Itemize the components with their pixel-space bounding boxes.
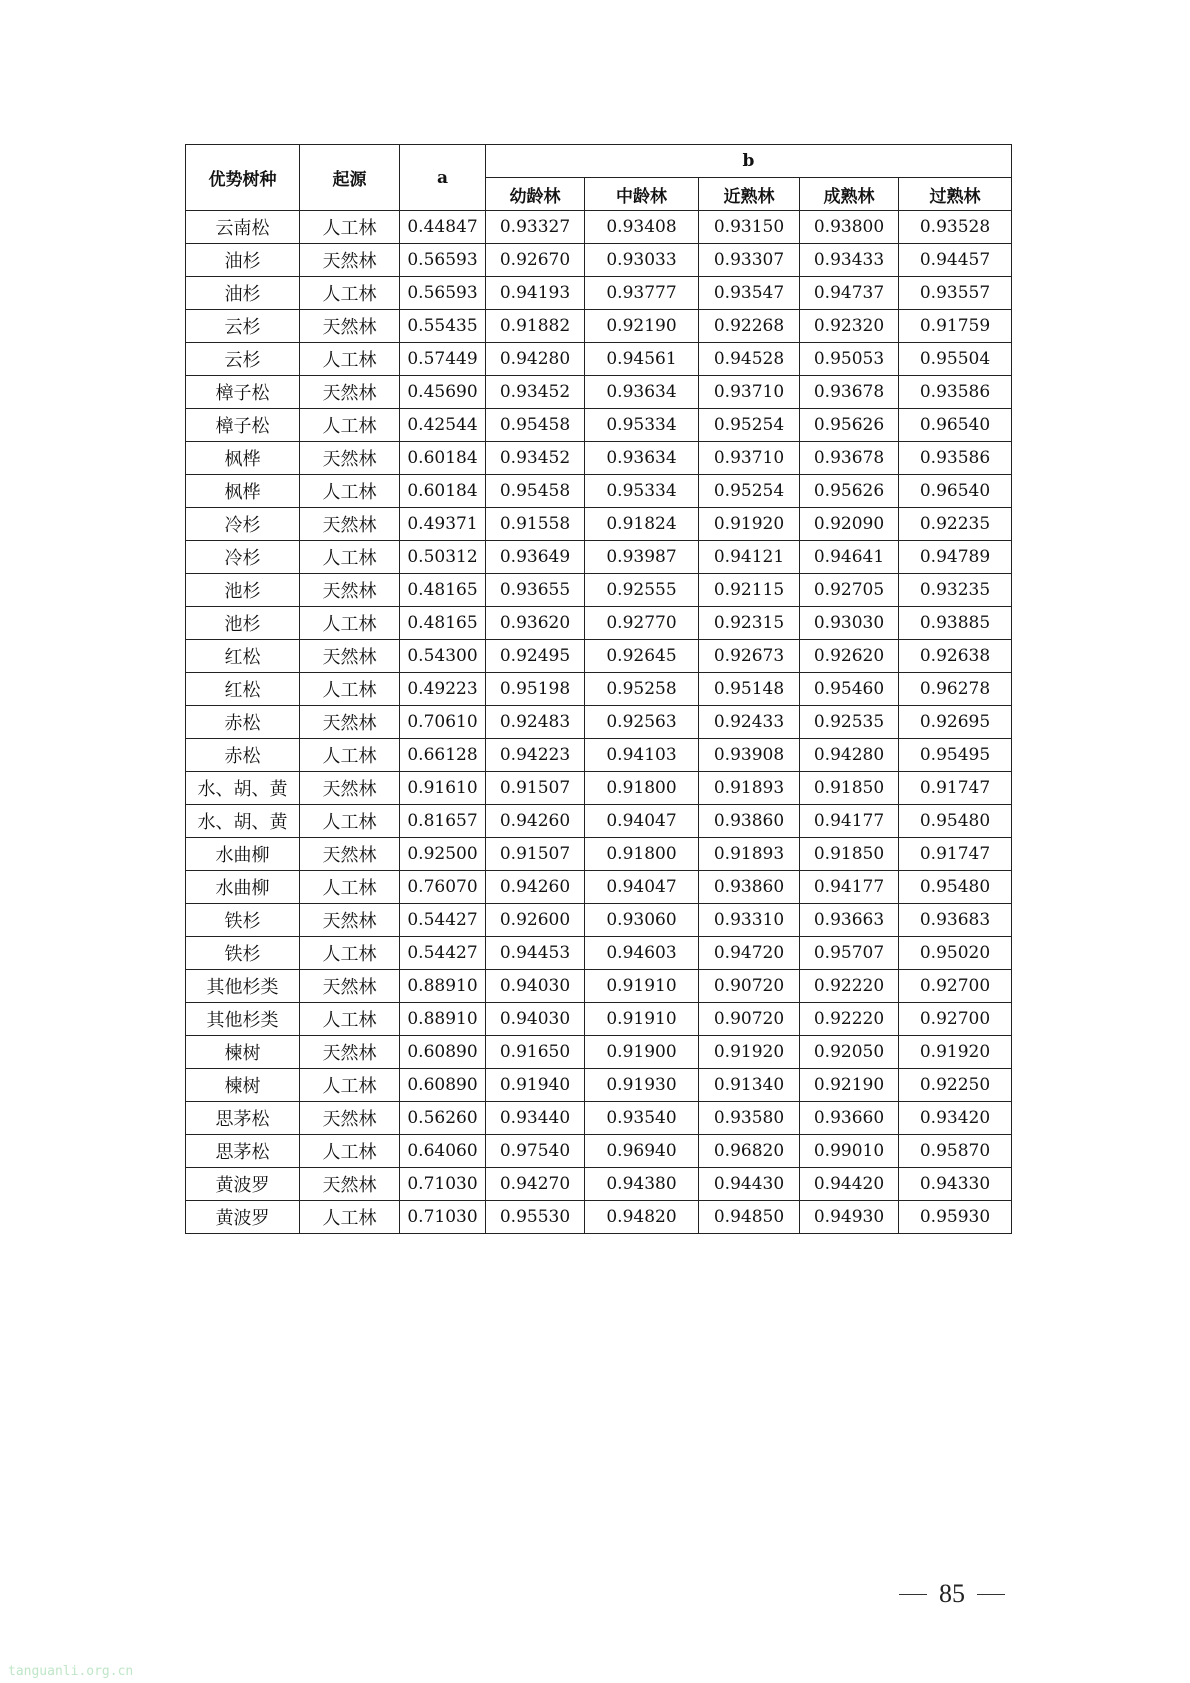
cell-b: 0.92495 <box>486 640 585 673</box>
cell-b: 0.91930 <box>585 1069 699 1102</box>
cell-b: 0.91882 <box>486 310 585 343</box>
cell-a: 0.56593 <box>400 244 486 277</box>
table-row <box>186 706 1012 739</box>
cell-b: 0.92433 <box>699 706 800 739</box>
cell-b: 0.94103 <box>585 739 699 772</box>
cell-b: 0.95870 <box>899 1135 1012 1168</box>
cell-b: 0.92090 <box>800 508 899 541</box>
cell-b: 0.90720 <box>699 970 800 1003</box>
watermark-text: tanguanli.org.cn <box>8 1664 134 1679</box>
cell-b: 0.93710 <box>699 376 800 409</box>
cell-b: 0.94223 <box>486 739 585 772</box>
cell-a: 0.76070 <box>400 871 486 904</box>
cell-b: 0.91747 <box>899 838 1012 871</box>
header-row-1 <box>186 145 1012 178</box>
cell-b: 0.93327 <box>486 211 585 244</box>
cell-b: 0.94420 <box>800 1168 899 1201</box>
cell-b: 0.95530 <box>486 1201 585 1234</box>
cell-b: 0.91800 <box>585 838 699 871</box>
cell-b: 0.93860 <box>699 805 800 838</box>
cell-a: 0.49371 <box>400 508 486 541</box>
cell-b: 0.94260 <box>486 805 585 838</box>
cell-species: 樟子松 <box>186 409 300 442</box>
cell-b: 0.94850 <box>699 1201 800 1234</box>
cell-b: 0.94528 <box>699 343 800 376</box>
page-number <box>887 1574 1017 1614</box>
table-row <box>186 508 1012 541</box>
cell-b: 0.95495 <box>899 739 1012 772</box>
cell-species: 油杉 <box>186 244 300 277</box>
cell-b: 0.94030 <box>486 1003 585 1036</box>
cell-b: 0.92220 <box>800 1003 899 1036</box>
cell-b: 0.93586 <box>899 442 1012 475</box>
cell-b: 0.94430 <box>699 1168 800 1201</box>
cell-origin: 人工林 <box>300 937 400 970</box>
cell-b: 0.93408 <box>585 211 699 244</box>
cell-b: 0.91650 <box>486 1036 585 1069</box>
cell-a: 0.54300 <box>400 640 486 673</box>
table-row <box>186 277 1012 310</box>
cell-b: 0.93678 <box>800 442 899 475</box>
cell-b: 0.95480 <box>899 805 1012 838</box>
cell-b: 0.93860 <box>699 871 800 904</box>
cell-b: 0.91920 <box>699 508 800 541</box>
cell-b: 0.91900 <box>585 1036 699 1069</box>
cell-b: 0.99010 <box>800 1135 899 1168</box>
cell-species: 樟子松 <box>186 376 300 409</box>
cell-a: 0.56260 <box>400 1102 486 1135</box>
cell-species: 楝树 <box>186 1069 300 1102</box>
table-row <box>186 541 1012 574</box>
cell-b: 0.94280 <box>800 739 899 772</box>
cell-b: 0.91920 <box>899 1036 1012 1069</box>
cell-a: 0.57449 <box>400 343 486 376</box>
cell-b: 0.94641 <box>800 541 899 574</box>
cell-b: 0.93908 <box>699 739 800 772</box>
header-a: a <box>400 145 486 211</box>
cell-b: 0.92555 <box>585 574 699 607</box>
cell-b: 0.92115 <box>699 574 800 607</box>
cell-species: 云南松 <box>186 211 300 244</box>
cell-b: 0.93452 <box>486 442 585 475</box>
cell-origin: 人工林 <box>300 541 400 574</box>
cell-b: 0.92638 <box>899 640 1012 673</box>
cell-origin: 天然林 <box>300 706 400 739</box>
cell-origin: 人工林 <box>300 343 400 376</box>
cell-origin: 人工林 <box>300 211 400 244</box>
cell-b: 0.95334 <box>585 409 699 442</box>
cell-origin: 天然林 <box>300 376 400 409</box>
cell-b: 0.96540 <box>899 409 1012 442</box>
cell-b: 0.91940 <box>486 1069 585 1102</box>
cell-b: 0.94280 <box>486 343 585 376</box>
cell-species: 池杉 <box>186 574 300 607</box>
header-b-stage: 成熟林 <box>800 178 899 211</box>
cell-origin: 人工林 <box>300 475 400 508</box>
cell-a: 0.88910 <box>400 970 486 1003</box>
cell-b: 0.93634 <box>585 376 699 409</box>
cell-a: 0.60184 <box>400 442 486 475</box>
cell-b: 0.94193 <box>486 277 585 310</box>
cell-b: 0.92050 <box>800 1036 899 1069</box>
cell-origin: 人工林 <box>300 805 400 838</box>
cell-b: 0.94177 <box>800 805 899 838</box>
cell-origin: 天然林 <box>300 904 400 937</box>
cell-species: 云杉 <box>186 310 300 343</box>
table-row <box>186 574 1012 607</box>
cell-b: 0.95504 <box>899 343 1012 376</box>
coefficient-table <box>185 144 1012 1234</box>
cell-b: 0.95053 <box>800 343 899 376</box>
table-row <box>186 1102 1012 1135</box>
cell-b: 0.96278 <box>899 673 1012 706</box>
table-row <box>186 1036 1012 1069</box>
cell-b: 0.93580 <box>699 1102 800 1135</box>
cell-origin: 天然林 <box>300 772 400 805</box>
cell-b: 0.93663 <box>800 904 899 937</box>
cell-b: 0.93150 <box>699 211 800 244</box>
cell-origin: 天然林 <box>300 1168 400 1201</box>
cell-b: 0.92600 <box>486 904 585 937</box>
cell-b: 0.91759 <box>899 310 1012 343</box>
cell-b: 0.92695 <box>899 706 1012 739</box>
cell-origin: 天然林 <box>300 838 400 871</box>
cell-b: 0.94047 <box>585 805 699 838</box>
cell-origin: 人工林 <box>300 277 400 310</box>
cell-origin: 天然林 <box>300 574 400 607</box>
cell-b: 0.90720 <box>699 1003 800 1036</box>
page-number-dash-left <box>899 1594 927 1595</box>
cell-b: 0.93649 <box>486 541 585 574</box>
cell-a: 0.54427 <box>400 904 486 937</box>
cell-b: 0.92620 <box>800 640 899 673</box>
cell-b: 0.92483 <box>486 706 585 739</box>
cell-b: 0.94930 <box>800 1201 899 1234</box>
table-row <box>186 1003 1012 1036</box>
table-row <box>186 442 1012 475</box>
table-row <box>186 1069 1012 1102</box>
cell-b: 0.96820 <box>699 1135 800 1168</box>
cell-b: 0.92315 <box>699 607 800 640</box>
cell-origin: 人工林 <box>300 871 400 904</box>
table-row <box>186 211 1012 244</box>
cell-b: 0.95254 <box>699 409 800 442</box>
cell-b: 0.92673 <box>699 640 800 673</box>
cell-b: 0.93452 <box>486 376 585 409</box>
header-b-stage: 过熟林 <box>899 178 1012 211</box>
cell-b: 0.93310 <box>699 904 800 937</box>
cell-species: 水、胡、黄 <box>186 772 300 805</box>
cell-b: 0.96940 <box>585 1135 699 1168</box>
cell-b: 0.94270 <box>486 1168 585 1201</box>
table-row <box>186 343 1012 376</box>
cell-a: 0.50312 <box>400 541 486 574</box>
cell-a: 0.54427 <box>400 937 486 970</box>
cell-a: 0.60184 <box>400 475 486 508</box>
cell-b: 0.91340 <box>699 1069 800 1102</box>
cell-b: 0.92645 <box>585 640 699 673</box>
cell-species: 黄波罗 <box>186 1168 300 1201</box>
table-row <box>186 739 1012 772</box>
cell-b: 0.95626 <box>800 475 899 508</box>
header-origin: 起源 <box>300 145 400 211</box>
cell-b: 0.92535 <box>800 706 899 739</box>
cell-a: 0.56593 <box>400 277 486 310</box>
cell-origin: 人工林 <box>300 607 400 640</box>
cell-a: 0.71030 <box>400 1201 486 1234</box>
cell-b: 0.94047 <box>585 871 699 904</box>
cell-a: 0.48165 <box>400 607 486 640</box>
cell-a: 0.88910 <box>400 1003 486 1036</box>
cell-b: 0.93547 <box>699 277 800 310</box>
cell-origin: 天然林 <box>300 1102 400 1135</box>
cell-origin: 人工林 <box>300 739 400 772</box>
cell-a: 0.64060 <box>400 1135 486 1168</box>
cell-b: 0.92670 <box>486 244 585 277</box>
cell-species: 黄波罗 <box>186 1201 300 1234</box>
header-species: 优势树种 <box>186 145 300 211</box>
cell-species: 铁杉 <box>186 904 300 937</box>
cell-b: 0.91507 <box>486 838 585 871</box>
cell-b: 0.92320 <box>800 310 899 343</box>
table-row <box>186 475 1012 508</box>
cell-a: 0.45690 <box>400 376 486 409</box>
table-row <box>186 607 1012 640</box>
cell-a: 0.66128 <box>400 739 486 772</box>
cell-species: 赤松 <box>186 706 300 739</box>
cell-species: 云杉 <box>186 343 300 376</box>
cell-b: 0.94380 <box>585 1168 699 1201</box>
cell-origin: 天然林 <box>300 640 400 673</box>
page-number-dash-right <box>977 1594 1005 1595</box>
table-row <box>186 1201 1012 1234</box>
cell-b: 0.93885 <box>899 607 1012 640</box>
cell-b: 0.91920 <box>699 1036 800 1069</box>
cell-b: 0.96540 <box>899 475 1012 508</box>
cell-species: 其他杉类 <box>186 970 300 1003</box>
table-row <box>186 937 1012 970</box>
header-b: b <box>486 145 1012 178</box>
cell-b: 0.95460 <box>800 673 899 706</box>
table-header <box>186 145 1012 211</box>
table-row <box>186 409 1012 442</box>
table-row <box>186 871 1012 904</box>
cell-b: 0.95334 <box>585 475 699 508</box>
cell-b: 0.91800 <box>585 772 699 805</box>
table-row <box>186 673 1012 706</box>
cell-b: 0.93528 <box>899 211 1012 244</box>
cell-b: 0.95148 <box>699 673 800 706</box>
cell-b: 0.95930 <box>899 1201 1012 1234</box>
table-row <box>186 640 1012 673</box>
table-row <box>186 1135 1012 1168</box>
cell-species: 思茅松 <box>186 1135 300 1168</box>
cell-b: 0.93800 <box>800 211 899 244</box>
cell-origin: 天然林 <box>300 970 400 1003</box>
cell-b: 0.94457 <box>899 244 1012 277</box>
table-row <box>186 970 1012 1003</box>
cell-b: 0.95458 <box>486 409 585 442</box>
cell-b: 0.91850 <box>800 838 899 871</box>
cell-b: 0.93033 <box>585 244 699 277</box>
cell-a: 0.55435 <box>400 310 486 343</box>
cell-b: 0.94789 <box>899 541 1012 574</box>
table-row <box>186 838 1012 871</box>
cell-b: 0.91850 <box>800 772 899 805</box>
cell-b: 0.93433 <box>800 244 899 277</box>
cell-a: 0.48165 <box>400 574 486 607</box>
cell-species: 油杉 <box>186 277 300 310</box>
cell-b: 0.94121 <box>699 541 800 574</box>
cell-b: 0.92235 <box>899 508 1012 541</box>
cell-b: 0.93683 <box>899 904 1012 937</box>
table-row <box>186 772 1012 805</box>
cell-b: 0.91893 <box>699 838 800 871</box>
cell-b: 0.93710 <box>699 442 800 475</box>
cell-species: 冷杉 <box>186 508 300 541</box>
table-row <box>186 805 1012 838</box>
cell-b: 0.94820 <box>585 1201 699 1234</box>
cell-b: 0.92563 <box>585 706 699 739</box>
cell-b: 0.92700 <box>899 1003 1012 1036</box>
cell-b: 0.95258 <box>585 673 699 706</box>
cell-a: 0.92500 <box>400 838 486 871</box>
cell-b: 0.91747 <box>899 772 1012 805</box>
cell-species: 水、胡、黄 <box>186 805 300 838</box>
table-row <box>186 310 1012 343</box>
cell-b: 0.91507 <box>486 772 585 805</box>
header-b-stage: 中龄林 <box>585 178 699 211</box>
cell-species: 池杉 <box>186 607 300 640</box>
cell-origin: 人工林 <box>300 673 400 706</box>
cell-b: 0.92770 <box>585 607 699 640</box>
cell-b: 0.93586 <box>899 376 1012 409</box>
cell-b: 0.91910 <box>585 970 699 1003</box>
cell-b: 0.92190 <box>585 310 699 343</box>
cell-b: 0.92250 <box>899 1069 1012 1102</box>
cell-b: 0.95626 <box>800 409 899 442</box>
cell-origin: 人工林 <box>300 1135 400 1168</box>
cell-species: 红松 <box>186 640 300 673</box>
header-b-stage: 近熟林 <box>699 178 800 211</box>
cell-a: 0.60890 <box>400 1036 486 1069</box>
cell-b: 0.93060 <box>585 904 699 937</box>
cell-a: 0.91610 <box>400 772 486 805</box>
cell-b: 0.92220 <box>800 970 899 1003</box>
cell-b: 0.93987 <box>585 541 699 574</box>
cell-origin: 天然林 <box>300 1036 400 1069</box>
cell-a: 0.70610 <box>400 706 486 739</box>
table-row <box>186 904 1012 937</box>
cell-b: 0.95198 <box>486 673 585 706</box>
cell-species: 铁杉 <box>186 937 300 970</box>
cell-species: 赤松 <box>186 739 300 772</box>
cell-species: 水曲柳 <box>186 838 300 871</box>
cell-b: 0.95254 <box>699 475 800 508</box>
cell-species: 思茅松 <box>186 1102 300 1135</box>
cell-b: 0.92268 <box>699 310 800 343</box>
cell-b: 0.94330 <box>899 1168 1012 1201</box>
cell-b: 0.94453 <box>486 937 585 970</box>
cell-b: 0.93420 <box>899 1102 1012 1135</box>
cell-b: 0.97540 <box>486 1135 585 1168</box>
cell-b: 0.93307 <box>699 244 800 277</box>
header-b-stage: 幼龄林 <box>486 178 585 211</box>
cell-b: 0.94720 <box>699 937 800 970</box>
cell-origin: 人工林 <box>300 1201 400 1234</box>
cell-b: 0.92705 <box>800 574 899 607</box>
cell-b: 0.94030 <box>486 970 585 1003</box>
cell-origin: 人工林 <box>300 1069 400 1102</box>
table-row <box>186 244 1012 277</box>
cell-b: 0.93440 <box>486 1102 585 1135</box>
cell-species: 水曲柳 <box>186 871 300 904</box>
cell-b: 0.91824 <box>585 508 699 541</box>
cell-b: 0.94737 <box>800 277 899 310</box>
cell-species: 楝树 <box>186 1036 300 1069</box>
cell-b: 0.95707 <box>800 937 899 970</box>
cell-a: 0.60890 <box>400 1069 486 1102</box>
cell-b: 0.94260 <box>486 871 585 904</box>
cell-species: 枫桦 <box>186 442 300 475</box>
cell-b: 0.93777 <box>585 277 699 310</box>
cell-origin: 天然林 <box>300 244 400 277</box>
cell-a: 0.71030 <box>400 1168 486 1201</box>
cell-b: 0.94561 <box>585 343 699 376</box>
cell-b: 0.92190 <box>800 1069 899 1102</box>
cell-b: 0.93540 <box>585 1102 699 1135</box>
cell-b: 0.93634 <box>585 442 699 475</box>
cell-a: 0.42544 <box>400 409 486 442</box>
cell-b: 0.92700 <box>899 970 1012 1003</box>
cell-origin: 人工林 <box>300 1003 400 1036</box>
cell-a: 0.49223 <box>400 673 486 706</box>
cell-b: 0.93557 <box>899 277 1012 310</box>
cell-b: 0.94603 <box>585 937 699 970</box>
cell-species: 红松 <box>186 673 300 706</box>
table-row <box>186 1168 1012 1201</box>
cell-b: 0.91558 <box>486 508 585 541</box>
cell-species: 冷杉 <box>186 541 300 574</box>
cell-origin: 天然林 <box>300 508 400 541</box>
cell-a: 0.81657 <box>400 805 486 838</box>
cell-origin: 天然林 <box>300 310 400 343</box>
table-row <box>186 376 1012 409</box>
cell-b: 0.93655 <box>486 574 585 607</box>
cell-b: 0.91910 <box>585 1003 699 1036</box>
cell-b: 0.95020 <box>899 937 1012 970</box>
cell-origin: 天然林 <box>300 442 400 475</box>
cell-origin: 人工林 <box>300 409 400 442</box>
cell-b: 0.93235 <box>899 574 1012 607</box>
page-number-value: 85 <box>939 1579 965 1608</box>
cell-b: 0.95458 <box>486 475 585 508</box>
cell-b: 0.93620 <box>486 607 585 640</box>
cell-b: 0.94177 <box>800 871 899 904</box>
cell-species: 其他杉类 <box>186 1003 300 1036</box>
cell-species: 枫桦 <box>186 475 300 508</box>
cell-b: 0.95480 <box>899 871 1012 904</box>
cell-b: 0.93030 <box>800 607 899 640</box>
cell-b: 0.91893 <box>699 772 800 805</box>
table-body <box>186 211 1012 1234</box>
cell-b: 0.93678 <box>800 376 899 409</box>
cell-a: 0.44847 <box>400 211 486 244</box>
cell-b: 0.93660 <box>800 1102 899 1135</box>
